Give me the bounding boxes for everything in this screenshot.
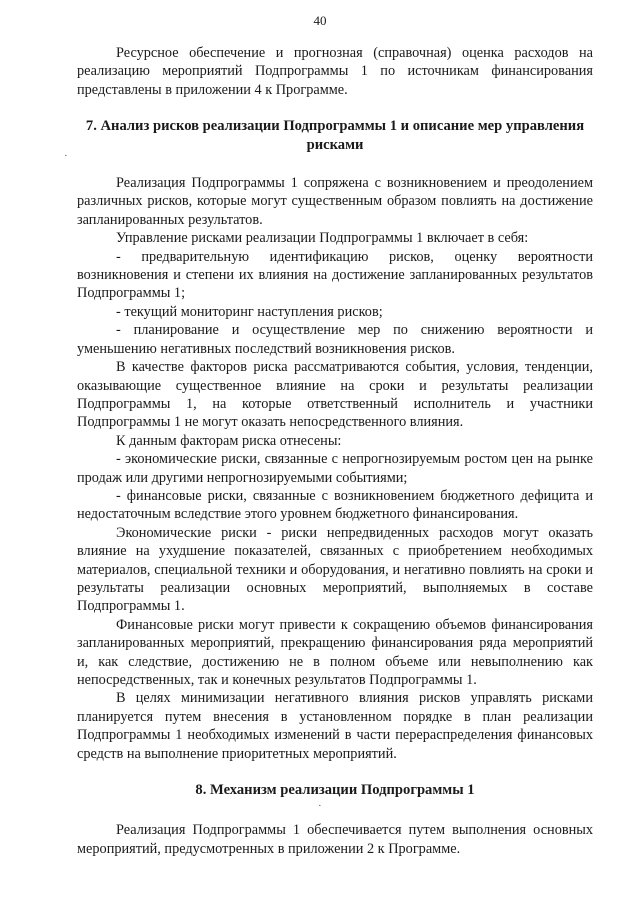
risk-management-item-1: - предварительную идентификацию рисков, оценку вероятности возникновения и степени их влияния на достижение запланированных результатов Подпрограммы 1; (77, 248, 593, 302)
risk-management-item-3: - планирование и осуществление мер по снижению вероятности и уменьшению негативных последствий возникновения рисков. (77, 322, 593, 357)
section-7-paragraph-2: Управление рисками реализации Подпрограммы 1 включает в себя: (116, 230, 529, 247)
section-7-paragraph-economic-risks: Экономические риски - риски непредвиденных расходов могут оказать влияние на ухудшение показателей, связанных с приобретением необходимых материалов, специальной техники и оборудования, и негативно повлиять на сроки и результаты реализации основных мероприятий, выполняемых в составе Подпрограммы 1. (77, 524, 593, 615)
risk-management-item-2: - текущий мониторинг наступления рисков; (116, 303, 383, 320)
risk-factor-financial: - финансовые риски, связанные с возникновением бюджетного дефицита и недостаточным вследствие этого уровнем бюджетного финансирования. (77, 487, 593, 523)
section-7-paragraph-financial-risks: Финансовые риски могут привести к сокращению объемов финансирования запланированных мероприятий, прекращению финансирования ряда мероприятий и, как следствие, достижению не в полном объеме или невыполнению как непосредственных, так и конечных результатов Подпрограммы 1. (77, 616, 593, 688)
scan-speck: · (64, 150, 68, 162)
section-7-paragraph-factors-list-intro: К данным факторам риска отнесены: (116, 432, 342, 449)
risk-factor-economic: - экономические риски, связанные с непрогнозируемым ростом цен на рынке продаж или другими непрогнозируемыми событиями; (77, 451, 593, 486)
section-8-paragraph-1: Реализация Подпрограммы 1 обеспечивается путем выполнения основных мероприятий, предусмотренных в приложении 2 к Программе. (77, 822, 593, 857)
section-7-paragraph-1: Реализация Подпрограммы 1 сопряжена с возникновением и преодолением различных рисков, которые могут существенным образом повлиять на достижение запланированных результатов. (77, 175, 593, 228)
section-8-heading: 8. Механизм реализации Подпрограммы 1 (195, 782, 475, 799)
page-number: 40 (313, 13, 327, 28)
section-7-paragraph-risk-factors: В качестве факторов риска рассматриваются события, условия, тенденции, оказывающие существенное влияние на сроки и результаты реализации Подпрограммы 1, на которые ответственный исполнитель и участники Подпрограммы 1 не могут оказать непосредственного влияния. (77, 359, 593, 431)
section-7-heading: 7. Анализ рисков реализации Подпрограммы 1 и описание мер управления рисками (85, 118, 585, 153)
section-7-paragraph-minimization: В целях минимизации негативного влияния рисков управлять рисками планируется путем внесения в установленном порядке в план реализации Подпрограммы 1 необходимых изменений в части перераспределения финансовых средств на выполнение приоритетных мероприятий. (77, 690, 593, 762)
document-body (77, 44, 593, 858)
scan-speck: · (318, 800, 322, 812)
intro-paragraph: Ресурсное обеспечение и прогнозная (справочная) оценка расходов на реализацию мероприятий Подпрограммы 1 по источникам финансирования представлены в приложении 4 к Программе. (77, 45, 593, 98)
